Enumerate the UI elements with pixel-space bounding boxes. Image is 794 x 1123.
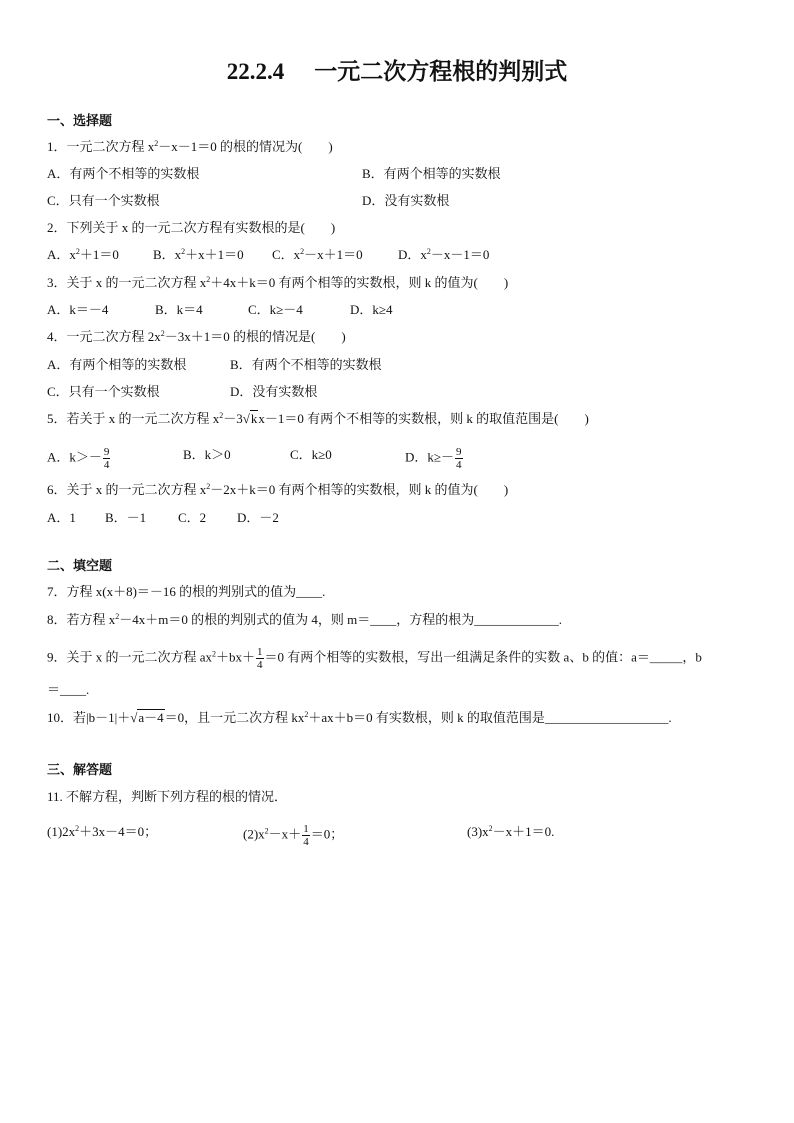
superscript: 2 (219, 411, 224, 420)
math-text: A．x (47, 247, 76, 262)
question-10-stem (47, 709, 672, 727)
question-6-stem (47, 481, 508, 499)
question-1-option-c (47, 192, 160, 210)
math-text: B．有两个不相等的实数根 (230, 357, 382, 372)
fraction-denominator: 4 (303, 836, 309, 848)
math-text: 3．关于 x 的一元二次方程 x (47, 275, 207, 290)
math-text: －2x＋k＝0 有两个相等的实数根，则 k 的值为( ) (210, 482, 509, 497)
math-text: 11. 不解方程，判断下列方程的根的情况． (47, 789, 288, 804)
math-text: ＝0，且一元二次方程 kx (164, 710, 305, 725)
question-3-option-a (47, 301, 108, 319)
math-text: B．k＝4 (155, 302, 203, 317)
math-text: B．有两个相等的实数根 (362, 166, 501, 181)
radicand: k (250, 411, 258, 426)
question-3-option-b (155, 301, 203, 319)
question-2-option-c (272, 246, 363, 264)
superscript: 2 (212, 649, 217, 659)
math-text: D．k≥4 (350, 302, 393, 317)
square-root (243, 410, 259, 426)
math-text: ＝0； (310, 826, 344, 842)
question-6-option-d (237, 509, 279, 527)
superscript: 2 (75, 247, 80, 256)
question-3-option-c (248, 301, 303, 319)
math-text: 8．若方程 x (47, 612, 116, 627)
question-5-option-a (47, 446, 111, 471)
fraction-numerator: 1 (257, 646, 263, 658)
fraction (103, 446, 111, 471)
title-text: 一元二次方程根的判别式 (314, 59, 568, 84)
fraction (455, 446, 463, 471)
math-text: －3 (223, 411, 243, 426)
question-7-stem (47, 583, 325, 601)
math-text: B．x (153, 247, 182, 262)
question-3-stem (47, 274, 508, 292)
math-text: ＋3x－4＝0； (79, 824, 158, 839)
question-4-options-row-2 (0, 383, 794, 401)
math-text: 4．一元二次方程 2x (47, 329, 161, 344)
title-section-number: 22.2.4 (226, 59, 285, 84)
math-text: －x＋ (268, 826, 302, 842)
math-text: C．k≥0 (290, 447, 332, 462)
question-4-option-b (230, 356, 382, 374)
fraction-numerator: 9 (456, 446, 462, 458)
question-4-option-d (230, 383, 317, 401)
math-text: 6．关于 x 的一元二次方程 x (47, 482, 207, 497)
square-root (130, 709, 164, 725)
math-text: D．没有实数根 (230, 384, 318, 399)
math-text: B．－1 (105, 510, 147, 525)
question-1-option-a (47, 165, 199, 183)
math-text: C．x (272, 247, 301, 262)
superscript: 2 (160, 329, 165, 338)
superscript: 2 (154, 139, 159, 148)
math-text: D．x (398, 247, 427, 262)
math-text: ＋ax＋b＝0 有实数根，则 k 的取值范围是___________________. (308, 710, 672, 725)
question-2-stem (47, 219, 335, 237)
math-text: C．k≥－4 (248, 302, 303, 317)
math-text: ＝____. (47, 682, 90, 697)
question-1-option-d (362, 192, 449, 210)
question-11-part-1 (47, 823, 157, 841)
question-2-options-row (0, 246, 794, 264)
question-5-options-row (0, 446, 794, 471)
math-text: B．k＞0 (183, 447, 231, 462)
math-text: A．k＝－4 (47, 302, 109, 317)
math-text: C．只有一个实数根 (47, 384, 160, 399)
fraction-numerator: 1 (303, 823, 309, 835)
math-text: 2．下列关于 x 的一元二次方程有实数根的是( ) (47, 220, 336, 235)
math-text: (1)2x (47, 824, 76, 839)
question-9-stem-continued (47, 681, 89, 699)
question-2-option-a (47, 246, 119, 264)
superscript: 2 (115, 612, 120, 621)
question-6-option-a (47, 509, 76, 527)
superscript: 2 (426, 247, 431, 256)
math-text: ＋1＝0 (79, 247, 119, 262)
fraction-denominator: 4 (257, 659, 263, 671)
question-1-options-row-1 (0, 165, 794, 183)
question-3-options-row (0, 301, 794, 319)
superscript: 2 (488, 824, 493, 833)
question-4-stem (47, 328, 346, 346)
superscript: 2 (206, 482, 211, 491)
question-11-part-3 (467, 823, 554, 841)
question-6-option-c (178, 509, 206, 527)
math-text: A．k＞－ (47, 449, 102, 465)
math-text: A．有两个相等的实数根 (47, 357, 187, 372)
question-4-option-a (47, 356, 186, 374)
math-text: －x－1＝0 (430, 247, 490, 262)
fraction-numerator: 9 (103, 446, 110, 458)
math-text: 5．若关于 x 的一元二次方程 x (47, 411, 220, 426)
fraction (302, 823, 310, 848)
math-text: D．k≥－ (405, 449, 455, 465)
superscript: 2 (75, 824, 80, 833)
question-11-part-2 (243, 823, 343, 848)
math-text: 1．一元二次方程 x (47, 139, 155, 154)
math-text: D．－2 (237, 510, 279, 525)
math-text: ＋4x＋k＝0 有两个相等的实数根，则 k 的值为( ) (210, 275, 509, 290)
math-text: －x＋1＝0 (304, 247, 363, 262)
question-2-option-b (153, 246, 244, 264)
section-heading-solve: 三、解答题 (47, 762, 113, 777)
question-4-option-c (47, 383, 160, 401)
section-heading-choice: 一、选择题 (47, 113, 113, 128)
fraction-denominator: 4 (456, 459, 462, 471)
question-1-option-b (362, 165, 501, 183)
question-6-options-row (0, 509, 794, 527)
math-text: ＋bx＋ (216, 649, 256, 665)
math-text: (2)x (243, 826, 265, 842)
question-4-options-row-1 (0, 356, 794, 374)
question-5-option-b (183, 446, 231, 464)
math-text: 10．若|b－1|＋ (47, 710, 131, 725)
superscript: 2 (300, 247, 305, 256)
math-text: ＋x＋1＝0 (185, 247, 244, 262)
math-text: 9．关于 x 的一元二次方程 ax (47, 649, 213, 665)
page-title (0, 58, 794, 86)
math-text: ＝0 有两个相等的实数根，写出一组满足条件的实数 a、b 的值：a＝_____，b (264, 649, 702, 665)
math-text: －x＋1＝0. (492, 824, 555, 839)
superscript: 2 (181, 247, 186, 256)
superscript: 2 (206, 275, 211, 284)
question-1-options-row-2 (0, 192, 794, 210)
superscript: 2 (264, 826, 269, 836)
question-9-stem (47, 646, 702, 671)
math-text: C．只有一个实数根 (47, 193, 160, 208)
question-11-stem (47, 788, 287, 806)
math-text: D．没有实数根 (362, 193, 450, 208)
question-5-stem (47, 410, 589, 428)
math-text: －4x＋m＝0 的根的判别式的值为 4，则 m＝____，方程的根为_____________. (119, 612, 562, 627)
fraction (256, 646, 264, 671)
math-text: A．有两个不相等的实数根 (47, 166, 200, 181)
radicand: a－4 (138, 710, 164, 725)
math-text: (3)x (467, 824, 489, 839)
math-text: －3x＋1＝0 的根的情况是( ) (164, 329, 346, 344)
math-text: 7．方程 x(x＋8)＝－16 的根的判别式的值为____. (47, 584, 326, 599)
question-5-option-c (290, 446, 332, 464)
math-text: A．1 (47, 510, 76, 525)
question-3-option-d (350, 301, 393, 319)
math-text: C．2 (178, 510, 207, 525)
question-5-option-d (405, 446, 464, 471)
question-8-stem (47, 611, 562, 629)
math-text: －x－1＝0 的根的情况为( ) (158, 139, 333, 154)
question-1-stem (47, 138, 333, 156)
superscript: 2 (304, 710, 309, 719)
fraction-denominator: 4 (103, 459, 110, 471)
question-2-option-d (398, 246, 489, 264)
question-11-parts-row (0, 823, 794, 848)
math-text: x－1＝0 有两个不相等的实数根，则 k 的取值范围是( ) (258, 411, 589, 426)
question-6-option-b (105, 509, 146, 527)
section-heading-fill: 二、填空题 (47, 558, 113, 573)
